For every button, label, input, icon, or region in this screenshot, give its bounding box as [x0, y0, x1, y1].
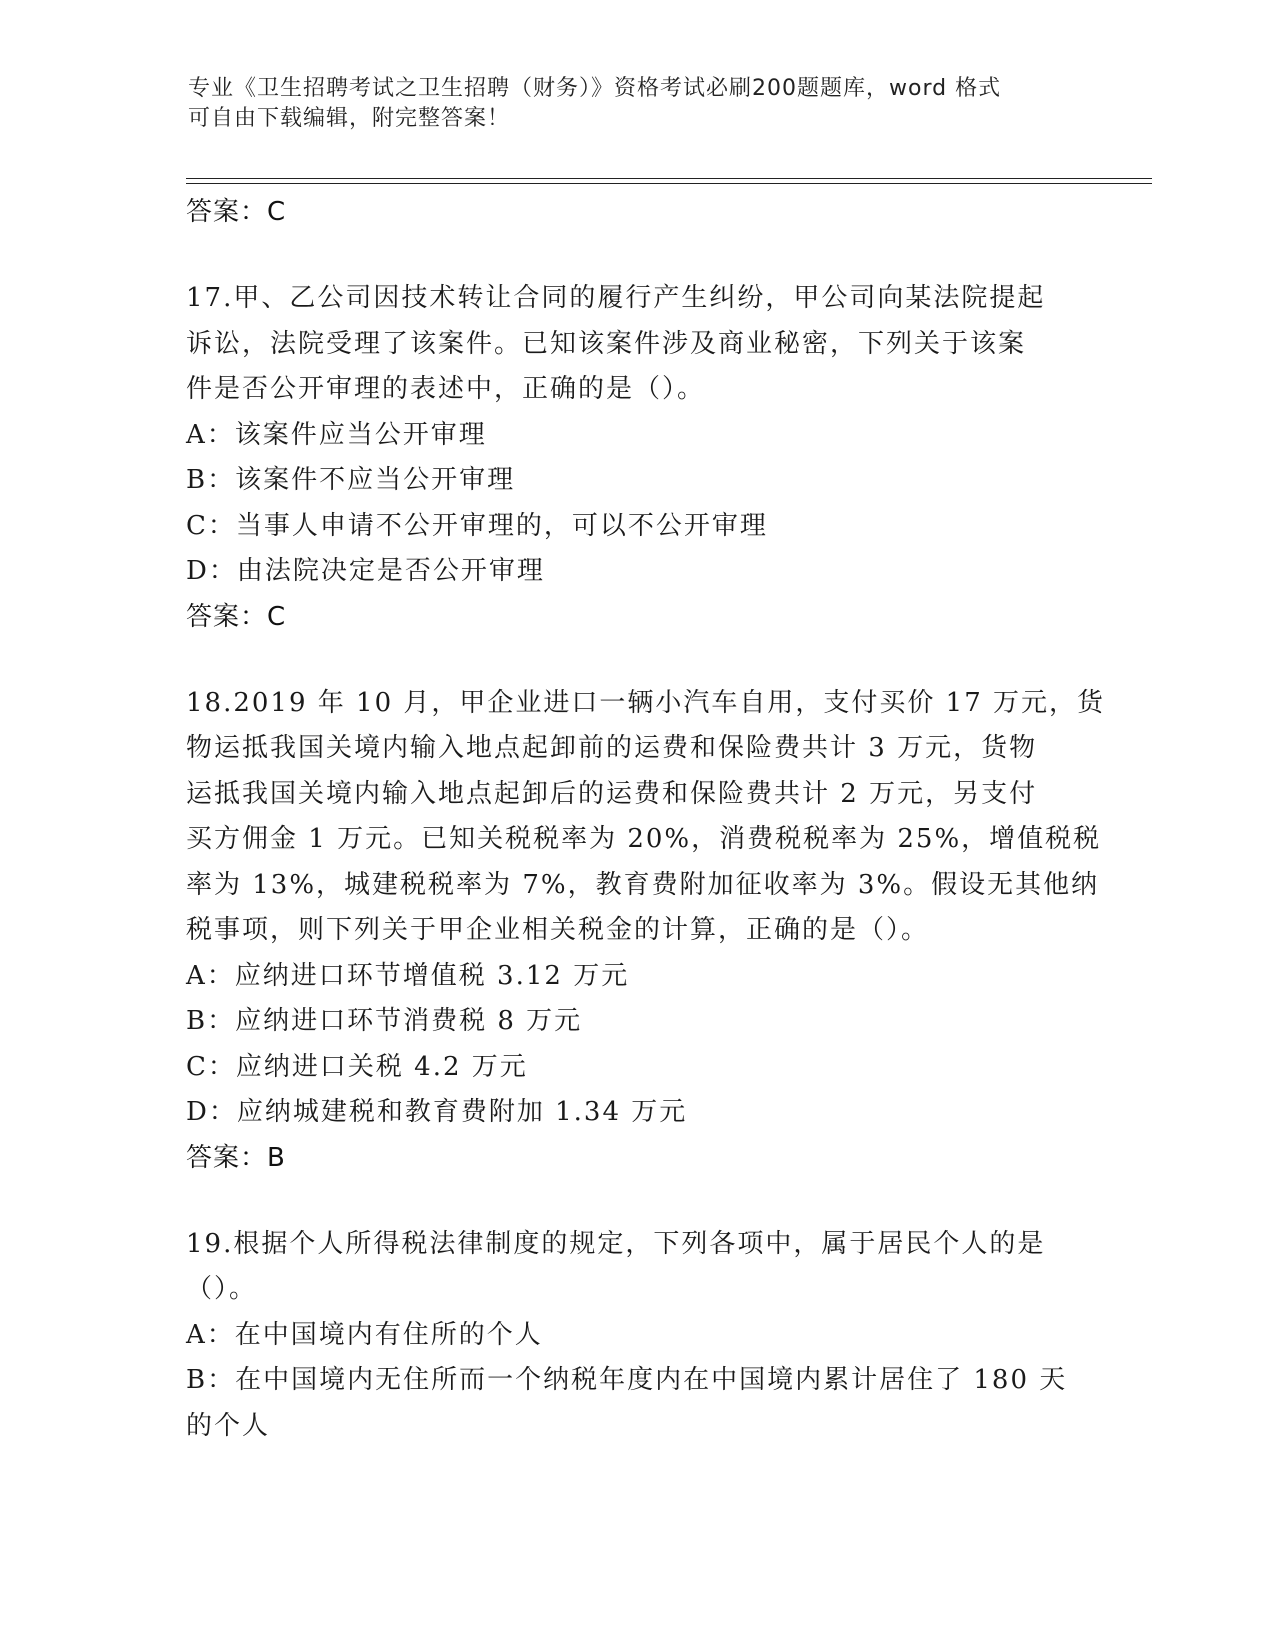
- question-answer: 答案：B: [186, 1142, 286, 1173]
- header-title-line-2: 可自由下载编辑，附完整答案！: [188, 106, 511, 131]
- question-text-line: （）。: [186, 1274, 258, 1304]
- option-b: B：该案件不应当公开审理: [186, 465, 516, 495]
- question-text-line: 买方佣金 1 万元。已知关税税率为 20%，消费税税率为 25%，增值税税: [186, 824, 1102, 854]
- option-b-continued: 的个人: [186, 1410, 271, 1441]
- previous-answer: 答案：C: [186, 197, 287, 227]
- question-text-line: 19.根据个人所得税法律制度的规定，下列各项中，属于居民个人的是: [186, 1228, 1046, 1259]
- question-answer: 答案：C: [186, 601, 287, 632]
- question-text-line: 件是否公开审理的表述中，正确的是（）。: [186, 374, 706, 404]
- question-block-17: [186, 276, 1086, 639]
- question-block-18: [186, 681, 1106, 1180]
- option-a: A：在中国境内有住所的个人: [186, 1319, 543, 1350]
- header-divider-top: [186, 178, 1152, 179]
- question-text-line: 税事项，则下列关于甲企业相关税金的计算，正确的是（）。: [186, 915, 930, 945]
- header-divider-bottom: [186, 183, 1152, 184]
- option-a: A：应纳进口环节增值税 3.12 万元: [186, 960, 630, 991]
- option-c: C：应纳进口关税 4.2 万元: [186, 1051, 528, 1082]
- question-text-line: 率为 13%，城建税税率为 7%，教育费附加征收率为 3%。假设无其他纳: [186, 869, 1100, 900]
- question-text-line: 18.2019 年 10 月，甲企业进口一辆小汽车自用，支付买价 17 万元，货: [186, 687, 1106, 718]
- header-title-line-1: 专业《卫生招聘考试之卫生招聘（财务）》资格考试必刷200题题库，word 格式: [188, 76, 1002, 101]
- question-text-line: 运抵我国关境内输入地点起卸后的运费和保险费共计 2 万元，另支付: [186, 778, 1038, 809]
- option-b: B：在中国境内无住所而一个纳税年度内在中国境内累计居住了 180 天: [186, 1365, 1068, 1395]
- question-list: [186, 190, 1106, 1449]
- page-header: [188, 74, 1068, 134]
- option-d: D：应纳城建税和教育费附加 1.34 万元: [186, 1097, 688, 1127]
- question-text-line: 17.甲、乙公司因技术转让合同的履行产生纠纷，甲公司向某法院提起: [186, 283, 1046, 313]
- question-text-line: 物运抵我国关境内输入地点起卸前的运费和保险费共计 3 万元，货物: [186, 733, 1038, 763]
- option-b: B：应纳进口环节消费税 8 万元: [186, 1006, 583, 1036]
- option-c: C：当事人申请不公开审理的，可以不公开审理: [186, 510, 768, 541]
- option-d: D：由法院决定是否公开审理: [186, 556, 545, 586]
- option-a: A：该案件应当公开审理: [186, 419, 487, 450]
- question-block-19: [186, 1222, 1086, 1450]
- question-text-line: 诉讼，法院受理了该案件。已知该案件涉及商业秘密，下列关于该案: [186, 328, 1027, 359]
